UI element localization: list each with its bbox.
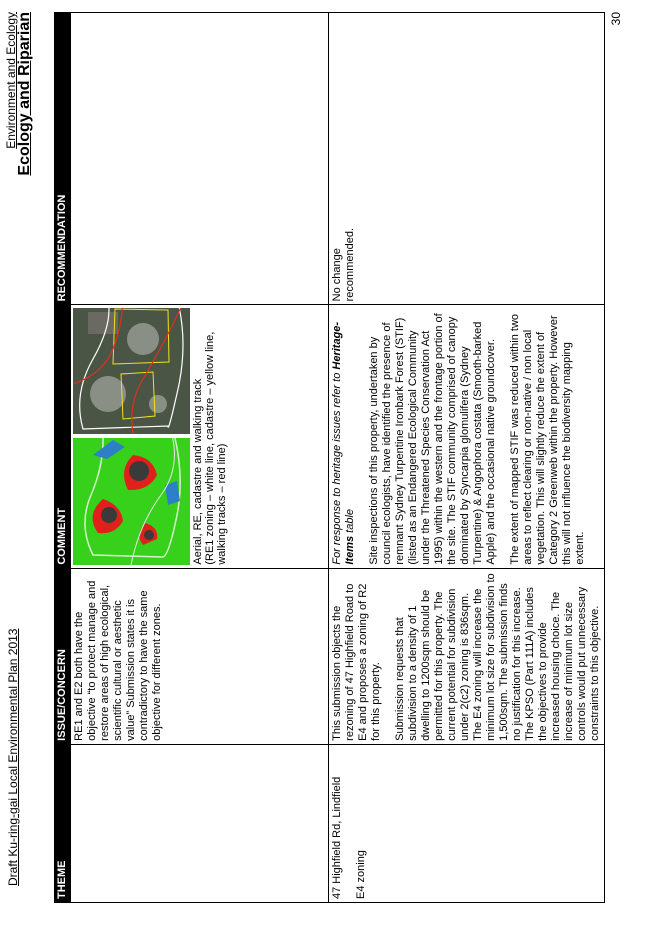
comment-text: Site inspections of this property, undertaken by council ecologists, have identified the presence of remnant Sydney Turpentine Ironbark Forest (STIF) (listed as an Endangered Ecological Community under the Threatened Species Conservation Act 1995) within the western and the frontage portion of the site. The STIF community comprised of canopy dominated by Syncarpia glomulifera (Sydney Turpentine) & Angophora costata (Smooth-barked Apple) and the occasional native groundcover. [368, 313, 497, 565]
heritage-reference [331, 308, 357, 564]
table-row [71, 13, 329, 903]
column-header-recommendation: RECOMMENDATION [55, 13, 71, 305]
property-address: 47 Highfield Rd, Lindfield [331, 776, 343, 899]
heritage-reference-tail: table [344, 508, 356, 536]
table-row [329, 13, 605, 903]
heritage-reference-text: For response to heritage issues refer to [331, 369, 343, 565]
issue-cell [71, 568, 329, 744]
zoning-map-image [73, 439, 190, 565]
theme-cell [329, 744, 605, 902]
issue-cell [329, 568, 605, 744]
recommendation-cell [71, 13, 329, 305]
comment-cell [329, 305, 605, 568]
map-images [73, 308, 192, 564]
comment-cell [71, 305, 329, 568]
theme-cell [71, 744, 329, 902]
heritage-items-link[interactable]: Heritage- Items [331, 321, 356, 565]
column-header-theme: THEME [55, 744, 71, 902]
column-header-issue: ISSUE/CONCERN [55, 568, 71, 744]
comment-text: The extent of mapped STIF was reduced within two areas to reflect clearing or non-native / non local vegetation. This will slightly reduce the extent of Category 2 Greenweb within the property. However this will not influence the biodiversity mapping extent. [509, 313, 586, 565]
page-number: 30 [609, 12, 623, 26]
column-header-comment: COMMENT [55, 305, 71, 568]
issue-text: This submission objects the rezoning of 47 Highfield Road to E4 and proposes a zoning of R2 for this property. [331, 583, 382, 741]
category-title: Environment and Ecology [4, 12, 18, 149]
recommendation-cell [329, 13, 605, 305]
section-heading [5, 12, 33, 176]
zoning-label: E4 zoning [355, 850, 367, 899]
map-caption-title: Aerial, RE, cadastre and walking track [192, 378, 204, 565]
section-title: Ecology and Riparian [16, 12, 33, 176]
submissions-table [54, 12, 605, 903]
document-title: Draft Ku-ring-gai Local Environmental Plan 2013 [6, 628, 20, 886]
recommendation-text: No change recommended. [331, 227, 356, 302]
table-header-row [55, 13, 71, 903]
map-caption-legend: (RE1 zoning – white line, cadastre – yellow line, walking tracks – red line) [204, 331, 228, 565]
issue-text: RE1 and E2 both have the objective “to protect manage and restore areas of high ecological, scientific cultural or aesthetic value” Submission states it is contradictory to have the same objective for different zones. [73, 580, 163, 741]
issue-text: Submission requests that subdivision to a density of 1 dwelling to 1200sqm should be permitted for this property. The current potential for subdivision under 2(c2) zoning is 836sqm. The E4 zoning will increase the minimum lot size for subdivision to 1,500sqm. The submission finds no justification for this increase. The KPSO (Part 111A) includes the objectives to provide increased housing choice. The increase of minimum lot size controls would put unnecessary constraints to this objective. [394, 573, 601, 741]
aerial-photo-image [73, 308, 190, 434]
